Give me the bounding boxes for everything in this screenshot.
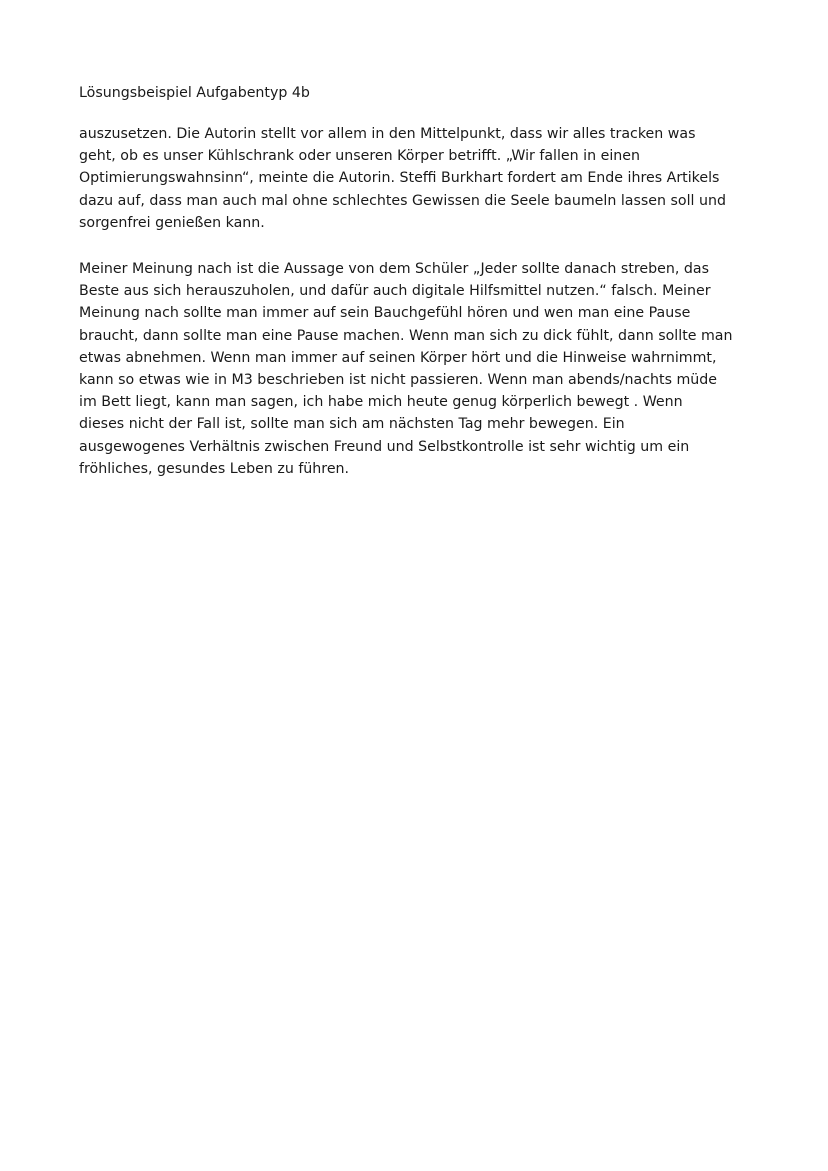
text-line: sorgenfrei genießen kann. bbox=[79, 214, 265, 231]
text-line: fröhliches, gesundes Leben zu führen. bbox=[79, 460, 350, 477]
text-line: braucht, dann sollte man eine Pause machen. Wenn man sich zu dick fühlt, dann sollte man bbox=[79, 327, 733, 344]
text-line: dieses nicht der Fall ist, sollte man sich am nächsten Tag mehr bewegen. Ein bbox=[79, 416, 625, 433]
text-line: Optimierungswahnsinn“, meinte die Autorin. Steffi Burkhart fordert am Ende ihres Artikels bbox=[79, 170, 720, 187]
text-line: auszusetzen. Die Autorin stellt vor allem in den Mittelpunkt, dass wir alles tracken was bbox=[79, 126, 696, 142]
text-line: dazu auf, dass man auch mal ohne schlechtes Gewissen die Seele baumeln lassen soll und bbox=[79, 192, 726, 209]
document-header: Lösungsbeispiel Aufgabentyp 4b bbox=[79, 85, 310, 101]
text-line: etwas abnehmen. Wenn man immer auf seinen Körper hört und die Hinweise wahrnimmt, bbox=[79, 349, 717, 366]
paragraph-1 bbox=[79, 123, 726, 234]
text-line: im Bett liegt, kann man sagen, ich habe mich heute genug körperlich bewegt . Wenn bbox=[79, 394, 683, 411]
text-line: kann so etwas wie in M3 beschrieben ist nicht passieren. Wenn man abends/nachts müde bbox=[79, 372, 718, 389]
paragraph-2 bbox=[79, 258, 733, 480]
text-line: Meiner Meinung nach ist die Aussage von dem Schüler „Jeder sollte danach streben, das bbox=[79, 261, 709, 277]
text-line: ausgewogenes Verhältnis zwischen Freund und Selbstkontrolle ist sehr wichtig um ein bbox=[79, 438, 690, 455]
text-line: Beste aus sich herauszuholen, und dafür auch digitale Hilfsmittel nutzen.“ falsch. Meiner bbox=[79, 283, 711, 300]
text-line: Meinung nach sollte man immer auf sein Bauchgefühl hören und wen man eine Pause bbox=[79, 305, 691, 322]
text-line: geht, ob es unser Kühlschrank oder unseren Körper betrifft. „Wir fallen in einen bbox=[79, 148, 640, 165]
